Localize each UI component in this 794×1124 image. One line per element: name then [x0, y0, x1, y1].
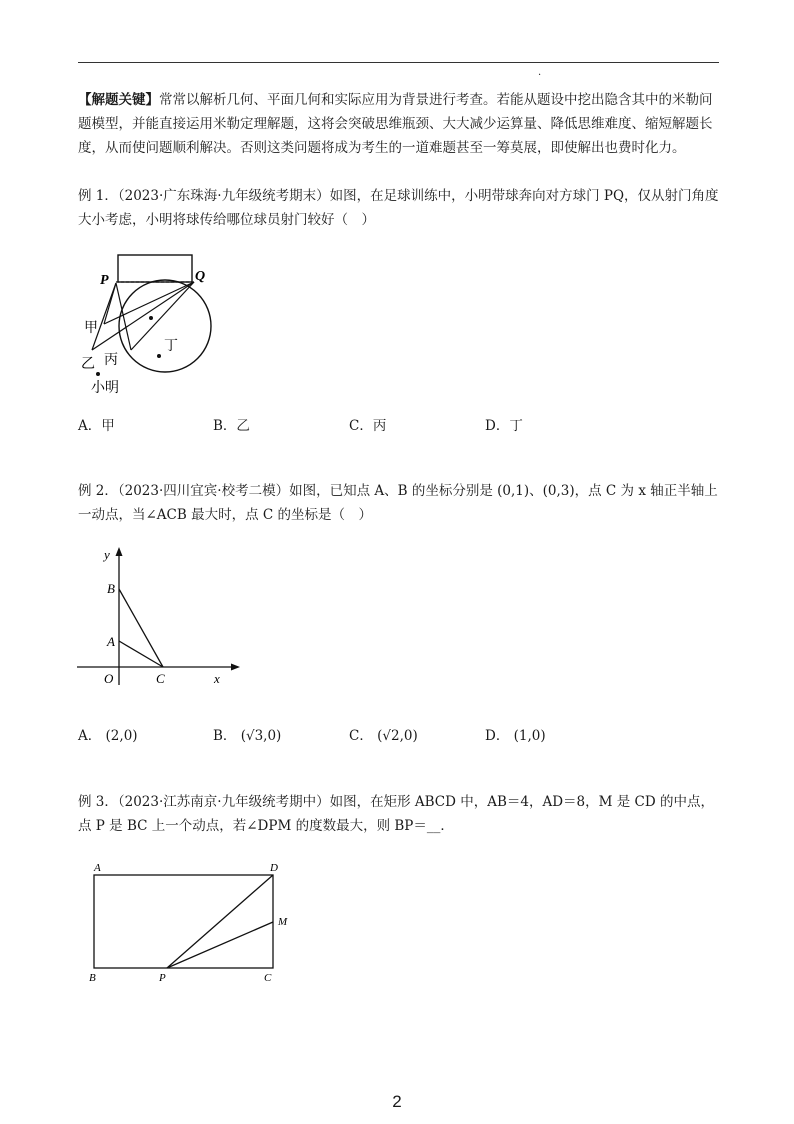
example2-option-a: A． (2,0) [78, 728, 138, 744]
label-jia: 甲 [84, 321, 98, 336]
label-M: M [278, 916, 288, 928]
label-Q: Q [195, 269, 206, 284]
example2-figure [72, 545, 247, 690]
label-y: y [104, 547, 110, 562]
label-P: P [159, 972, 166, 984]
header-dot: . [538, 67, 542, 78]
label-C: C [264, 972, 272, 984]
label-x: x [214, 671, 220, 686]
example1-question: 例 1．（2023·广东珠海·九年级统考期末）如图，在足球训练中，小明带球奔向对方球门 PQ，仅从射门角度大小考虑，小明将球传给哪位球员射门较好（ ） [78, 188, 719, 228]
example2-option-b: B． (√3,0) [213, 728, 282, 744]
example1-option-a: A．甲 [78, 418, 115, 434]
example2-question: 例 2．（2023·四川宜宾·校考二模）如图，已知点 A、B 的坐标分别是 (0,1)、(0,3)，点 C 为 x 轴正半轴上一动点，当∠ACB 最大时，点 C 的坐标是（ ） [78, 483, 718, 523]
label-bing: 丙 [104, 353, 118, 368]
example3-question: 例 3．（2023·江苏南京·九年级统考期中）如图，在矩形 ABCD 中，AB＝4，AD＝8，M 是 CD 的中点，点 P 是 BC 上一个动点，若∠DPM 的度数最大，则 BP＝__． [78, 794, 714, 834]
label-A: A [94, 862, 101, 874]
example1-option-c: C．丙 [349, 418, 387, 434]
circle [119, 280, 211, 372]
intro-key-label: 【解题关键】 [78, 92, 159, 108]
header-rule [78, 62, 719, 63]
label-P: P [100, 273, 109, 288]
label-D: D [270, 862, 278, 874]
label-ding: 丁 [164, 339, 178, 354]
label-yi: 乙 [81, 357, 95, 372]
example3-figure [82, 855, 297, 987]
example2-option-d: D． (1,0) [485, 728, 546, 744]
example1-option-b: B．乙 [213, 418, 250, 434]
example1-option-d: D．丁 [485, 418, 523, 434]
goal-box [118, 255, 192, 282]
intro-paragraph [78, 88, 719, 160]
label-xiaoming: 小明 [91, 381, 119, 396]
label-A: A [107, 634, 115, 649]
label-C: C [156, 671, 165, 686]
page-number: 2 [392, 1092, 402, 1111]
label-B: B [107, 581, 115, 596]
example2-option-c: C． (√2,0) [349, 728, 418, 744]
example1-figure [78, 250, 238, 400]
label-B: B [89, 972, 96, 984]
label-O: O [104, 671, 114, 686]
intro-text: 常常以解析几何、平面几何和实际应用为背景进行考查。若能从题设中挖出隐含其中的米勒问题模型，并能直接运用米勒定理解题，这将会突破思维瓶颈、大大减少运算量、降低思维难度、缩短解题长度，从而使问题顺利解决。否则这类问题将成为考生的一道难题甚至一筹莫展，即使解出也费时化力。 [78, 92, 713, 156]
